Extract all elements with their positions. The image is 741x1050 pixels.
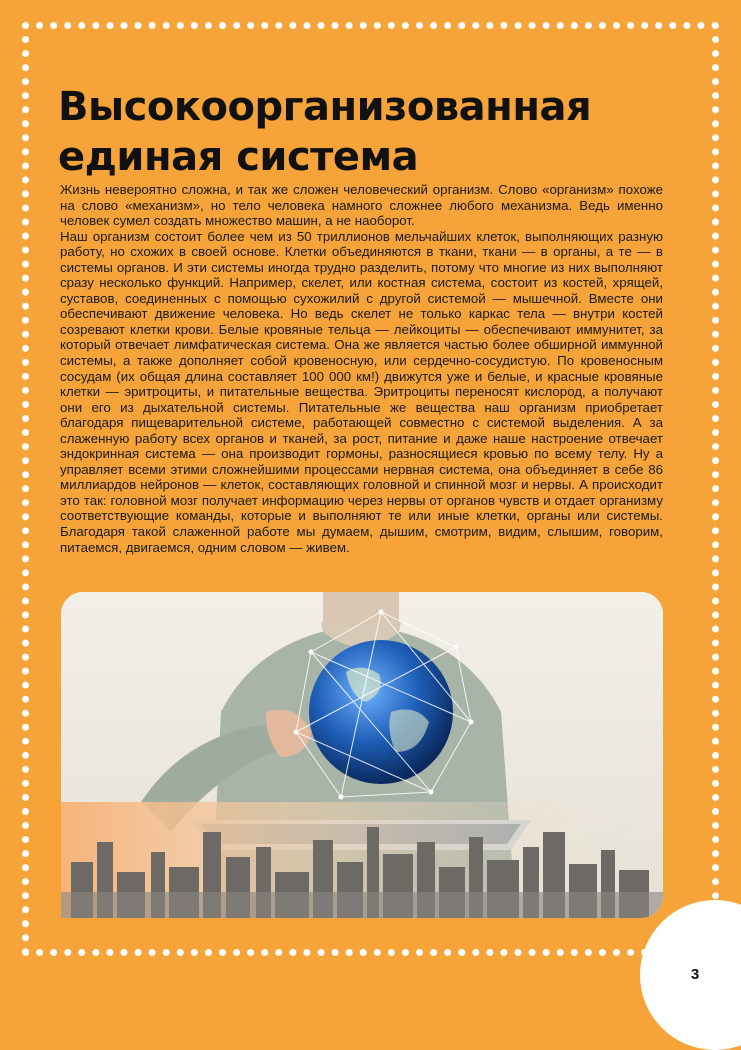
- title-line-2: единая система: [58, 134, 419, 180]
- paragraph-main: Наш организм состоит более чем из 50 триллионов мельчайших клеток, выполняющих разную работу, но схожих в своей основе. Клетки объединяются в ткани, ткани — в органы, а те — в системы органов. И эти системы иногда трудно разделить, потому что многие из них выполняют сразу несколько функций. Например, скелет, или костная система, состоит из костей, хрящей, суставов, соединенных с помощью сухожилий с другой системой — мышечной. Вместе они обеспечивают движение человека. Но ведь скелет не только каркас тела — внутри костей созревают клетки крови. Белые кровяные тельца — лейкоциты — обеспечивают иммунитет, за который отвечает лимфатическая система. Она же является частью более обширной иммунной системы, а также дополняет собой кровеносную, или сердечно-сосудистую. По кровеносным сосудам (их общая длина составляет 100 000 км!) движутся уже и белые, и красные кровяные клетки — эритроциты, и питательные вещества. Эритроциты переносят кислород, а получают они его из дыхательной системы. Питательные же вещества наш организм приобретает благодаря пищеварительной системе, работающей совместно с системой выделения. А за слаженную работу всех органов и тканей, за рост, питание и даже наше настроение отвечает эндокринная система — она производит гормоны, разносящиеся кровью по всему телу. Ну а управляет всеми этими сложнейшими процессами нервная система, она объединяет в себе 86 миллиардов нейронов — клеток, составляющих головной и спинной мозг и нервы. А происходит это так: головной мозг получает информацию через нервы от органов чувств и отдает организму соответствующие команды, которые и выполняют те или иные клетки, органы или системы. Благодаря такой слаженной работе мы думаем, дышим, смотрим, видим, слышим, говорим, питаемся, двигаемся, одним словом — живем.: [60, 228, 663, 555]
- page-number: 3: [690, 966, 700, 983]
- paragraph-intro: Жизнь невероятно сложна, и так же сложен человеческий организм. Слово «организм» похоже на слово «механизм», но тело человека намного сложнее любого механизма. Ведь именно человек сумел создать множество машин, а не наоборот.: [60, 182, 663, 229]
- title-line-1: Высокоорганизованная: [58, 84, 592, 130]
- page-title: [58, 82, 591, 182]
- globe-network-photo: [61, 592, 663, 918]
- article-body: [60, 182, 663, 555]
